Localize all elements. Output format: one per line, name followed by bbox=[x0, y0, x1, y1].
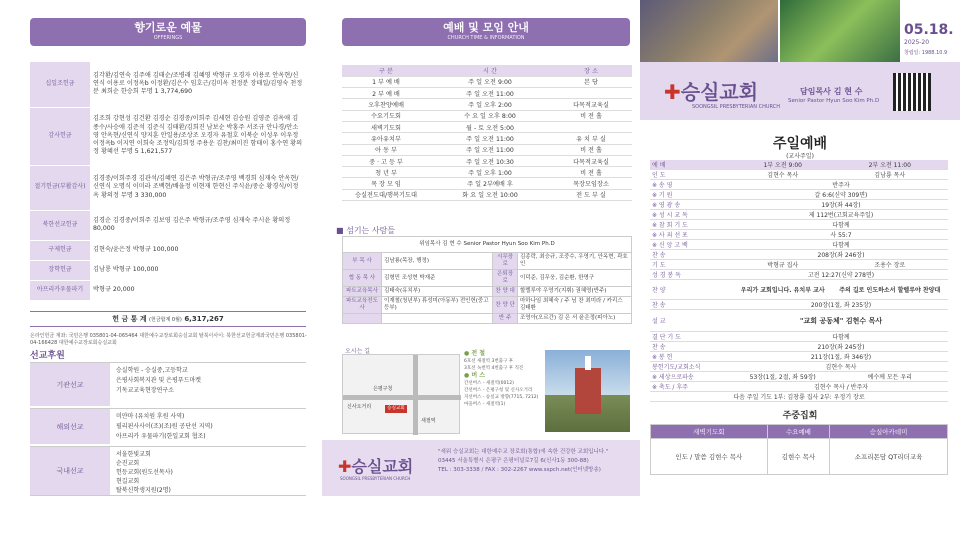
pastor-row bbox=[343, 237, 632, 253]
cell: ※ 축도 / 후주 bbox=[650, 382, 734, 392]
offering-panel bbox=[0, 0, 320, 540]
cell: 파트교육목사 bbox=[343, 287, 382, 297]
cell: 인 도 bbox=[650, 170, 734, 180]
logo-text: 승실교회 bbox=[680, 80, 759, 104]
cell: 수 요 일 오후 8:00 bbox=[430, 110, 550, 121]
cell: 아 동 부 bbox=[342, 144, 430, 155]
cell: ※ 세상으로파송 bbox=[650, 372, 734, 382]
schedule-row bbox=[342, 155, 632, 166]
mission-lines bbox=[116, 409, 213, 442]
cell: 211장(1절, 좌 346장) bbox=[734, 352, 948, 362]
cell: ※ 성 시 교 독 bbox=[650, 210, 734, 220]
map-title: 오시는 길 bbox=[345, 348, 371, 355]
schedule-row bbox=[342, 133, 632, 144]
offering-names: 김각환/김연숙 김주애 김태순/조병래 김혜영 박형규 오경자 이용로 안옥현/신연식 이용로 이정옥b 이정환/김은수 임호근/김미옥 천정분 장태일/김영숙 천정분 최희순 한승희 무명 1 3,774,690 bbox=[90, 62, 306, 107]
cell: 목장모임장소 bbox=[550, 178, 632, 189]
offering-title: 향기로운 예물 bbox=[134, 21, 202, 34]
schedule-row bbox=[342, 121, 632, 132]
worship-row bbox=[650, 260, 948, 270]
worship-row bbox=[650, 310, 948, 332]
cell: ※ 영 광 송 bbox=[650, 200, 734, 210]
col-header: 장 소 bbox=[550, 65, 632, 76]
directions bbox=[464, 350, 540, 408]
cell: 주 일 오후 1:00 bbox=[430, 167, 550, 178]
offering-label: 십일조헌금 bbox=[30, 62, 90, 107]
worship-row bbox=[650, 250, 948, 260]
bus-heading: ● 버 스 bbox=[464, 372, 486, 379]
worship-row bbox=[650, 200, 948, 210]
cross-road bbox=[413, 355, 418, 435]
footer-bar bbox=[322, 440, 640, 496]
midweek-table bbox=[650, 424, 948, 475]
schedule-row bbox=[342, 178, 632, 189]
bulletin-number: 2025-20 bbox=[904, 39, 930, 46]
worship-row bbox=[650, 362, 948, 372]
cell: ※ 신 앙 고 백 bbox=[650, 240, 734, 250]
cell: 1 부 예 배 bbox=[342, 76, 430, 87]
cell: 결 단 기 도 bbox=[650, 332, 734, 342]
cell: 청 년 부 bbox=[342, 167, 430, 178]
cell bbox=[550, 88, 632, 99]
offering-label: 감사헌금 bbox=[30, 107, 90, 165]
mission-group bbox=[30, 362, 306, 406]
cell: 김남룡(목장, 행정) bbox=[382, 253, 493, 270]
midweek-header-row bbox=[651, 425, 948, 439]
schedule-row bbox=[342, 110, 632, 121]
worship-row bbox=[650, 220, 948, 230]
cell: 반주자 bbox=[734, 180, 948, 190]
map-label: 신사오거리 bbox=[347, 404, 372, 410]
cell: 예수께 모든 우리 bbox=[831, 372, 948, 382]
cell: 김현수 목사 / 반주자 bbox=[734, 382, 948, 392]
mission-line: 은평사회복지관 및 은평푸드마켓 bbox=[116, 377, 201, 384]
cell: 승실전도대/행복기도대 bbox=[342, 189, 430, 200]
col-header: 구 분 bbox=[342, 65, 430, 76]
cell: 210장(좌 245장) bbox=[734, 342, 948, 352]
worship-row bbox=[650, 170, 948, 180]
contact: TEL : 303-3338 / FAX : 302-2267 www.sspch.net(인터넷방송) bbox=[438, 467, 601, 473]
sermon-title: "교회 공동체" 김현수 목사 bbox=[734, 310, 948, 332]
schedule-row bbox=[342, 76, 632, 87]
direction-line: 간선버스 - 새절역(0012) bbox=[464, 381, 514, 386]
cell: 설 교 bbox=[650, 310, 734, 332]
schedule-table bbox=[342, 65, 632, 201]
offering-table bbox=[30, 62, 306, 301]
cell: 김남룡 목사 bbox=[831, 170, 948, 180]
direction-line: 3호선 녹번역 4번출구 후 직진 bbox=[464, 366, 524, 371]
cell: 수요기도회 bbox=[342, 110, 430, 121]
worship-order-table bbox=[650, 160, 948, 402]
cell: 208장(좌 246장) bbox=[734, 250, 948, 260]
cell: ※ 참 회 기 도 bbox=[650, 220, 734, 230]
cell: 53장(1절, 2절, 좌 59장) bbox=[734, 372, 831, 382]
cell: 김형민 조성현 박재준 bbox=[382, 270, 493, 287]
cell bbox=[343, 314, 382, 324]
mission-lines bbox=[116, 363, 201, 396]
cross-logo-icon: ✚ bbox=[338, 457, 352, 476]
mission-line: 승실학원 - 승실중,고등학교 bbox=[116, 367, 188, 374]
cell: 수요예배 bbox=[767, 425, 829, 439]
schedule-header-row bbox=[342, 65, 632, 76]
cell bbox=[550, 121, 632, 132]
cell: 비 전 홀 bbox=[550, 167, 632, 178]
offering-names: 김경중/이희주경 김관석/김혜연 김은주 박형규/조주영 백경희 심재숙 안옥현/신연식 오명식 이미라 조백현/배을정 이현재 한현신 주식윤/중순 황경식/이정옥 황의정 무명 3 330,000 bbox=[90, 165, 306, 210]
cell: 월 - 토 오전 5:00 bbox=[430, 121, 550, 132]
cell: 새벽기도회 bbox=[651, 425, 768, 439]
pastor-name-en: Senior Pastor Hyun Soo Kim Ph.D bbox=[788, 98, 880, 104]
map-label: 새절역 bbox=[421, 418, 436, 424]
total-value: 6,317,267 bbox=[184, 315, 224, 323]
worship-header-row bbox=[650, 160, 948, 170]
cell: 시무장로 bbox=[493, 253, 518, 270]
cell: 조용수 장로 bbox=[831, 260, 948, 270]
cell: 주 일 2부예배 후 bbox=[430, 178, 550, 189]
mission-line: 기독교교육현장연구소 bbox=[116, 387, 174, 394]
schedule-row bbox=[342, 167, 632, 178]
cell: 협 동 목 사 bbox=[343, 270, 382, 287]
footer-logo bbox=[338, 454, 413, 477]
map-label-church: 승실교회 bbox=[385, 405, 407, 413]
cell: 사 55:7 bbox=[734, 230, 948, 240]
offering-total bbox=[30, 311, 306, 327]
schedule-title: 예배 및 모임 안내 bbox=[443, 21, 529, 34]
cell: 다함께 bbox=[734, 220, 948, 230]
footer-logo-en: SOONGSIL PRESBYTERIAN CHURCH bbox=[340, 476, 411, 481]
cell: 찬 송 bbox=[650, 342, 734, 352]
worship-row bbox=[650, 382, 948, 392]
cell: ※ 송 영 bbox=[650, 180, 734, 190]
cell: 할렐루야 우영기(지휘) 권혜영(반주) bbox=[517, 287, 631, 297]
map-label: 은평구청 bbox=[373, 386, 393, 392]
mission-title: 선교후원 bbox=[30, 351, 65, 361]
cell: 반 주 bbox=[493, 314, 518, 324]
servant-row bbox=[343, 297, 632, 314]
mission-line: 현길교회 bbox=[116, 478, 140, 485]
worship-row bbox=[650, 332, 948, 342]
cell: 예 배 bbox=[650, 160, 734, 170]
cell: 다목적교육실 bbox=[550, 99, 632, 110]
online-account: 온라인헌금 계좌: 국민은행 035801-04-065464 대한예수교장로회승실교회 탈북이사이: 북한선교헌금계좌국민은행 035801-04-166428 대한예수교장로회승실교회 bbox=[30, 333, 307, 346]
schedule-row bbox=[342, 189, 632, 200]
mission-line: 미얀마 (유치원 후원 사역) bbox=[116, 413, 185, 420]
servants-table bbox=[342, 236, 632, 324]
worship-row bbox=[650, 372, 948, 382]
cell: 김현수 목사 bbox=[734, 170, 831, 180]
cell: 마하나임 최혜숙 / 주 님 찬 최미라 / 카리스 김태환 bbox=[517, 297, 631, 314]
cell: 비 전 홀 bbox=[550, 144, 632, 155]
church-tower bbox=[575, 368, 601, 414]
offering-names: 김경순 김경중/이희주 김보영 김은주 박형규/조주영 심재숙 주시윤 황의정 80,000 bbox=[90, 210, 306, 240]
cell: 김현수 목사 bbox=[767, 439, 829, 475]
cell: 이덕준, 김무웅, 김순환, 한명구 bbox=[517, 270, 631, 287]
cover-logo-en: SOONGSIL PRESBYTERIAN CHURCH bbox=[692, 104, 781, 110]
cover-logo bbox=[664, 76, 758, 105]
mission-lines bbox=[116, 447, 173, 495]
cell: 우리가 교회입니다. 유치부 교사 bbox=[734, 280, 831, 300]
cell: 은퇴장로 bbox=[493, 270, 518, 287]
senior-pastor: 위임목사 김 현 수 Senior Pastor Hyun Soo Kim Ph.D bbox=[343, 237, 632, 253]
cell: 주 일 오전 9:00 bbox=[430, 76, 550, 87]
worship-row bbox=[650, 342, 948, 352]
cell: 고전 12:27(신약 278면) bbox=[734, 270, 948, 280]
servants-title: ■ 섬기는 사람들 bbox=[336, 226, 396, 235]
founded-date: 창립일: 1988.10.9 bbox=[904, 50, 948, 56]
cell: ※ 기 원 bbox=[650, 190, 734, 200]
schedule-row bbox=[342, 144, 632, 155]
location-map bbox=[342, 348, 460, 434]
cell: 제 112번(고회교육주일) bbox=[734, 210, 948, 220]
worship-row bbox=[650, 180, 948, 190]
cell: 부 목 사 bbox=[343, 253, 382, 270]
cell: 화 요 일 오전 10:00 bbox=[430, 189, 550, 200]
worship-title: 주일예배 bbox=[772, 136, 828, 152]
next-sunday-prayer: 다음 주일 기도 1부: 김창룡 집사 2부: 우정기 장로 bbox=[650, 392, 948, 402]
cell: 주 일 오후 2:00 bbox=[430, 99, 550, 110]
cell: 소프리몬담 QT리더교육 bbox=[830, 439, 948, 475]
cell: 성 경 봉 독 bbox=[650, 270, 734, 280]
mission-line: 헌등교회(원도선목사) bbox=[116, 469, 173, 476]
worship-row bbox=[650, 280, 948, 300]
cell: ※ 사 죄 선 포 bbox=[650, 230, 734, 240]
cell: 김현수 목사 bbox=[734, 362, 948, 372]
offering-header bbox=[30, 18, 306, 46]
worship-row bbox=[650, 230, 948, 240]
cell: 주 일 오전 11:00 bbox=[430, 88, 550, 99]
offering-names: 김남룡 박형규 100,000 bbox=[90, 260, 306, 280]
cell: 찬 송 bbox=[650, 300, 734, 310]
cell: 주 일 오전 11:00 bbox=[430, 133, 550, 144]
schedule-subtitle: CHURCH TIME & INFORMATION bbox=[447, 35, 525, 41]
cell: 파트교육전도사 bbox=[343, 297, 382, 314]
offering-names: 박형규 20,000 bbox=[90, 280, 306, 300]
schedule-row bbox=[342, 99, 632, 110]
cell: 이재철(청년부) 류성미(아동부) 전인헌(중고등부) bbox=[382, 297, 493, 314]
pastor-name: 담임목사 김 현 수 bbox=[800, 87, 863, 96]
logo-text: 승실교회 bbox=[351, 457, 414, 476]
cell: 찬 양 단 bbox=[493, 297, 518, 314]
mission-group bbox=[30, 446, 306, 496]
cell: 찬 양 대 bbox=[493, 287, 518, 297]
congregation-photo bbox=[640, 0, 778, 62]
cell: 2 부 예 배 bbox=[342, 88, 430, 99]
offering-row bbox=[30, 280, 306, 300]
mission-label: 국내선교 bbox=[30, 447, 110, 495]
cell: 김종락, 최승규, 조중수, 우영기, 안옥현, 곽호인 bbox=[517, 253, 631, 270]
worship-row bbox=[650, 352, 948, 362]
cell: 새벽기도회 bbox=[342, 121, 430, 132]
motto: "세워 승실교회는 대한예수교 장로회(통합)에 속한 건강한 교회입니다." bbox=[438, 449, 609, 455]
direction-line: 마을버스 - 새절역(1) bbox=[464, 402, 506, 407]
next-prayer-row bbox=[650, 392, 948, 402]
worship-row bbox=[650, 240, 948, 250]
worship-row bbox=[650, 190, 948, 200]
bulletin-date: 05.18. bbox=[904, 22, 954, 38]
direction-line: 간선버스 - 은평구청 및 신사오거리 bbox=[464, 388, 533, 393]
mission-line: 필리핀사사이(조)(조)원 공단선 지역) bbox=[116, 423, 213, 430]
schedule-row bbox=[342, 88, 632, 99]
offering-label: 아프리카우물파기 bbox=[30, 280, 90, 300]
schedule-header bbox=[342, 18, 630, 46]
cross-icon bbox=[585, 356, 591, 370]
cell: 주 일 오전 10:30 bbox=[430, 155, 550, 166]
offering-label: 절기헌금(부활감사) bbox=[30, 165, 90, 210]
cross-logo-icon: ✚ bbox=[664, 80, 681, 104]
col-header: 시 간 bbox=[430, 65, 550, 76]
midweek-row bbox=[651, 439, 948, 475]
offering-row bbox=[30, 107, 306, 165]
cell: 유아유치부 bbox=[342, 133, 430, 144]
servant-row bbox=[343, 287, 632, 297]
main-road bbox=[343, 395, 461, 400]
mission-group bbox=[30, 408, 306, 444]
offering-row bbox=[30, 62, 306, 107]
cell: 목 장 모 임 bbox=[342, 178, 430, 189]
cell: 찬 송 bbox=[650, 250, 734, 260]
cell: 다함께 bbox=[734, 332, 948, 342]
cell: 1부 오전 9:00 bbox=[734, 160, 831, 170]
cell: 전 도 부 실 bbox=[550, 189, 632, 200]
offering-names: 김현숙/윤은정 박형규 100,000 bbox=[90, 240, 306, 260]
cell: 박형규 집사 bbox=[734, 260, 831, 270]
offering-label: 구제헌금 bbox=[30, 240, 90, 260]
offering-subtitle: OFFERINGS bbox=[153, 35, 183, 41]
subway-heading: ● 전 철 bbox=[464, 350, 486, 357]
mission-label: 해외선교 bbox=[30, 409, 110, 444]
cell: 200장(1절, 좌 235장) bbox=[734, 300, 948, 310]
cell: 주의 길로 인도하소서 할렐루야 찬양대 bbox=[831, 280, 948, 300]
cell: 찬 양 bbox=[650, 280, 734, 300]
cell: 기 도 bbox=[650, 260, 734, 270]
address: 03445 서울특별시 은평구 은평터널로7길 6(신사1동 300-88) bbox=[438, 458, 589, 464]
cell bbox=[382, 314, 493, 324]
worship-subtitle: (교사주일) bbox=[786, 153, 814, 160]
offering-label: 장학헌금 bbox=[30, 260, 90, 280]
total-note: (헌금합계 0월) bbox=[149, 317, 182, 323]
worship-row bbox=[650, 270, 948, 280]
worship-row bbox=[650, 210, 948, 220]
total-label: 헌 금 통 계 bbox=[112, 315, 147, 323]
mission-label: 기관선교 bbox=[30, 363, 110, 406]
mission-line: 탈북신학생지원(2명) bbox=[116, 487, 171, 494]
cell: 봉헌기도/교회소식 bbox=[650, 362, 734, 372]
cell: 조영아(오르간) 김 은 서 윤은정(피아노) bbox=[517, 314, 631, 324]
cell: 본 당 bbox=[550, 76, 632, 87]
midweek-title: 주중집회 bbox=[782, 411, 818, 421]
church-building-photo bbox=[545, 350, 630, 432]
servant-row bbox=[343, 270, 632, 287]
servant-row bbox=[343, 253, 632, 270]
cell: 19장(좌 44장) bbox=[734, 200, 948, 210]
direction-line: 6호선 새절역 3번출구 후 bbox=[464, 359, 514, 364]
cell: 갈 6:6(신약 309면) bbox=[734, 190, 948, 200]
mission-line: 서울한빛교회 bbox=[116, 451, 151, 458]
direction-line: 지선버스 - 승실교 방향(7715, 7212) bbox=[464, 395, 539, 400]
cell: 다함께 bbox=[734, 240, 948, 250]
cell: 유 치 부 실 bbox=[550, 133, 632, 144]
offering-row bbox=[30, 165, 306, 210]
cell: 승실아카데미 bbox=[830, 425, 948, 439]
offering-label: 북한선교헌금 bbox=[30, 210, 90, 240]
cell: 비 전 홀 bbox=[550, 110, 632, 121]
cell: 오후찬양예배 bbox=[342, 99, 430, 110]
mission-line: 순진교회 bbox=[116, 460, 140, 467]
servant-row bbox=[343, 314, 632, 324]
offering-row bbox=[30, 210, 306, 240]
cell: 중 · 고 등 부 bbox=[342, 155, 430, 166]
cell: 2부 오전 11:00 bbox=[831, 160, 948, 170]
mission-line: 아프리카 우물파기(한일교회 협조) bbox=[116, 433, 206, 440]
cell: 다목적교육실 bbox=[550, 155, 632, 166]
footer-text bbox=[438, 448, 638, 475]
offering-row bbox=[30, 240, 306, 260]
cell: 주 일 오전 11:00 bbox=[430, 144, 550, 155]
cell: ※ 봉 헌 bbox=[650, 352, 734, 362]
worship-row bbox=[650, 300, 948, 310]
offering-names: 김조희 강현성 김건환 김경순 김경중/이희주 김세현 김승원 김영준 김옥애 김종수/사승애 김준석 김준식 김태환/김희진 남보순 박홍주 서조규 안나경/안소영 안옥현/신연식 양지훈 안일용/조상조 오경자 유철호 이북순 이성우 이우정 이정옥b 이지연 이희숙 조정익/김희정 주용운 김찬/최미진 함태이 홍수연 황의정 황혜선 무명 5 1,621,577 bbox=[90, 107, 306, 165]
offering-row bbox=[30, 260, 306, 280]
cell: 인도 / 말씀 김현수 목사 bbox=[651, 439, 768, 475]
qr-code-icon[interactable] bbox=[893, 73, 931, 111]
cell: 김태숙(유치부) bbox=[382, 287, 493, 297]
pastor-photo bbox=[780, 0, 900, 62]
